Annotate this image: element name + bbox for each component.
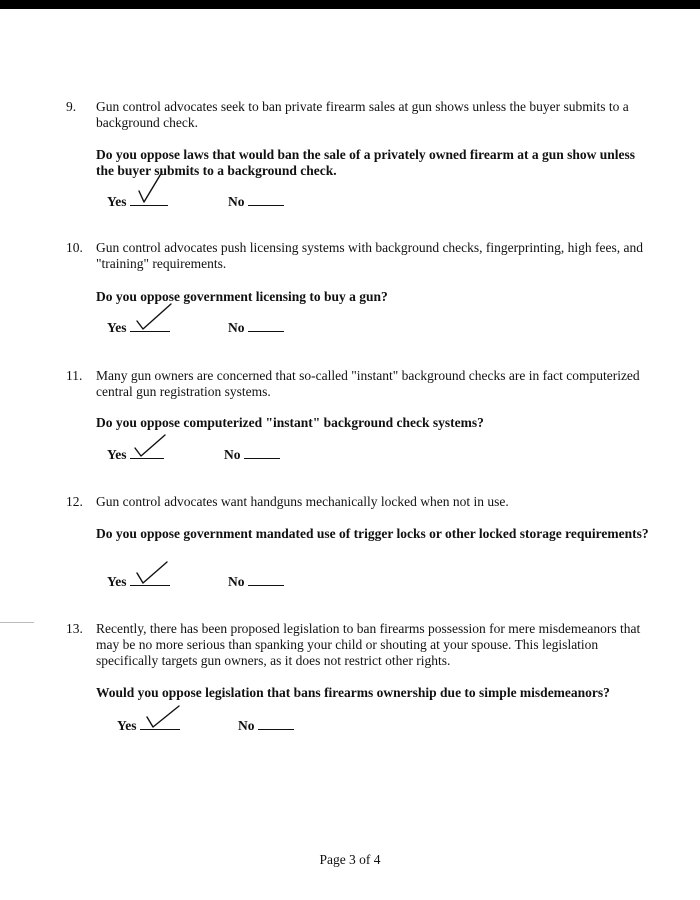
no-option[interactable] bbox=[224, 446, 280, 463]
checkmark-icon bbox=[136, 169, 166, 205]
question-context: Many gun owners are concerned that so-called "instant" background checks are in fact computerized central gun registration systems. bbox=[96, 368, 640, 399]
question-context: Recently, there has been proposed legislation to ban firearms possession for mere misdemeanors that may be no more serious than spanking your child or shouting at your spouse. This legislation specifically targets gun owners, as it does not restrict other rights. bbox=[96, 621, 641, 668]
yes-blank[interactable] bbox=[130, 446, 164, 459]
no-label: No bbox=[238, 718, 255, 733]
question-context: Gun control advocates push licensing systems with background checks, fingerprinting, high fees, and "training" requirements. bbox=[96, 240, 644, 271]
yes-label: Yes bbox=[117, 718, 137, 733]
question-number: 11. bbox=[66, 368, 83, 383]
yes-blank[interactable] bbox=[130, 193, 168, 206]
no-blank[interactable] bbox=[244, 446, 280, 459]
question-prompt: Do you oppose laws that would ban the sale of a privately owned firearm at a gun show unless the buyer submits to a background check. bbox=[96, 147, 636, 178]
question-prompt: Do you oppose government mandated use of trigger locks or other locked storage requirements? bbox=[96, 526, 649, 541]
yes-option[interactable] bbox=[117, 717, 180, 734]
question-number: 12. bbox=[66, 494, 83, 509]
checkmark-icon bbox=[132, 432, 168, 458]
no-blank[interactable] bbox=[258, 717, 294, 730]
checkmark-icon bbox=[134, 301, 174, 331]
no-option[interactable] bbox=[228, 319, 284, 336]
yes-label: Yes bbox=[107, 447, 127, 462]
no-label: No bbox=[224, 447, 241, 462]
yes-blank[interactable] bbox=[140, 717, 180, 730]
no-label: No bbox=[228, 194, 245, 209]
page-number: Page 3 of 4 bbox=[319, 852, 381, 867]
scan-edge-mark bbox=[0, 622, 34, 623]
checkmark-icon bbox=[134, 559, 170, 585]
question-prompt: Would you oppose legislation that bans firearms ownership due to simple misdemeanors? bbox=[96, 685, 610, 700]
question-number: 9. bbox=[66, 99, 77, 114]
yes-option[interactable] bbox=[107, 446, 164, 463]
question-prompt: Do you oppose computerized "instant" background check systems? bbox=[96, 415, 484, 430]
no-option[interactable] bbox=[228, 193, 284, 210]
no-option[interactable] bbox=[228, 573, 284, 590]
yes-blank[interactable] bbox=[130, 573, 170, 586]
no-blank[interactable] bbox=[248, 319, 284, 332]
yes-option[interactable] bbox=[107, 319, 170, 336]
yes-blank[interactable] bbox=[130, 319, 170, 332]
question-context: Gun control advocates seek to ban private firearm sales at gun shows unless the buyer submits to a background check. bbox=[96, 99, 629, 130]
yes-option[interactable] bbox=[107, 193, 168, 210]
question-number: 10. bbox=[66, 240, 83, 255]
no-label: No bbox=[228, 574, 245, 589]
question-prompt: Do you oppose government licensing to buy a gun? bbox=[96, 289, 388, 304]
yes-label: Yes bbox=[107, 194, 127, 209]
no-option[interactable] bbox=[238, 717, 294, 734]
question-number: 13. bbox=[66, 621, 83, 636]
yes-label: Yes bbox=[107, 574, 127, 589]
question-context: Gun control advocates want handguns mechanically locked when not in use. bbox=[96, 494, 509, 509]
no-blank[interactable] bbox=[248, 573, 284, 586]
yes-option[interactable] bbox=[107, 573, 170, 590]
checkmark-icon bbox=[144, 703, 182, 729]
no-label: No bbox=[228, 320, 245, 335]
no-blank[interactable] bbox=[248, 193, 284, 206]
yes-label: Yes bbox=[107, 320, 127, 335]
scan-top-border bbox=[0, 0, 700, 9]
